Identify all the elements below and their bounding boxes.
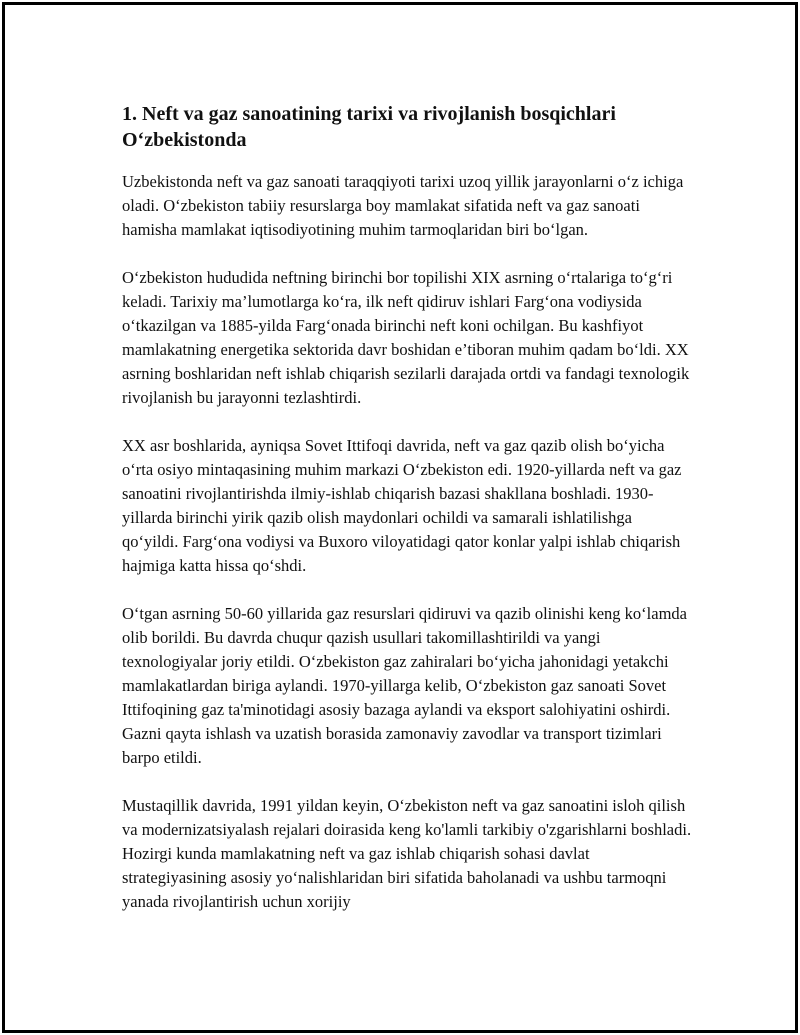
document-body	[122, 101, 692, 938]
paragraph-soviet-era: XX asr boshlarida, ayniqsa Sovet Ittifoqi davrida, neft va gaz qazib olish bo‘yicha o‘rta osiyo mintaqasining muhim markazi O‘zbekiston edi. 1920-yillarda neft va gaz sanoatini rivojlantirishda ilmiy-ishlab chiqarish bazasi shakllana boshladi. 1930-yillarda birinchi yirik qazib olish maydonlari ochildi va samarali ishlatilishga qo‘yildi. Farg‘ona vodiysi va Buxoro viloyatidagi qator konlar yalpi ishlab chiqarish hajmiga katta hissa qo‘shdi.	[122, 436, 682, 575]
paragraph-first-discovery: O‘zbekiston hududida neftning birinchi bor topilishi XIX asrning o‘rtalariga to‘g‘ri keladi. Tarixiy ma’lumotlarga ko‘ra, ilk neft qidiruv ishlari Farg‘ona vodiysida o‘tkazilgan va 1885-yilda Farg‘onada birinchi neft koni ochilgan. Bu kashfiyot mamlakatning energetika sektorida davr boshidan e’tiboran muhim qadam bo‘ldi. XX asrning boshlaridan neft ishlab chiqarish sezilarli darajada ortdi va fandagi texnologik rivojlanish bu jarayonni tezlashtirdi.	[122, 268, 690, 407]
paragraph-gas-expansion: O‘tgan asrning 50-60 yillarida gaz resurslari qidiruvi va qazib olinishi keng ko‘lamda olib borildi. Bu davrda chuqur qazish usullari takomillashtirildi va yangi texnologiyalar joriy etildi. O‘zbekiston gaz zahiralari bo‘yicha jahonidagi yetakchi mamlakatlardan biriga aylandi. 1970-yillarga kelib, O‘zbekiston gaz sanoati Sovet Ittifoqining gaz ta'minotidagi asosiy bazaga aylandi va eksport salohiyatini oshirdi. Gazni qayta ishlash va uzatish borasida zamonaviy zavodlar va transport tizimlari barpo etildi.	[122, 604, 687, 767]
section-title: 1. Neft va gaz sanoatining tarixi va rivojlanish bosqichlari O‘zbekistonda	[122, 103, 616, 151]
paragraph-independence: Mustaqillik davrida, 1991 yildan keyin, O‘zbekiston neft va gaz sanoatini isloh qilish va modernizatsiyalash rejalari doirasida keng ko'lamli tarkibiy o'zgarishlarni boshladi. Hozirgi kunda mamlakatning neft va gaz ishlab chiqarish sohasi davlat strategiyasining asosiy yo‘nalishlaridan biri sifatida baholanadi va ushbu tarmoqni yanada rivojlantirish uchun xorijiy	[122, 796, 692, 911]
paragraph-intro: Uzbekistonda neft va gaz sanoati taraqqiyoti tarixi uzoq yillik jarayonlarni o‘z ichiga oladi. O‘zbekiston tabiiy resurslarga boy mamlakat sifatida neft va gaz sanoati hamisha mamlakat iqtisodiyotining muhim tarmoqlaridan biri bo‘lgan.	[122, 172, 684, 239]
page-frame	[2, 2, 798, 1033]
